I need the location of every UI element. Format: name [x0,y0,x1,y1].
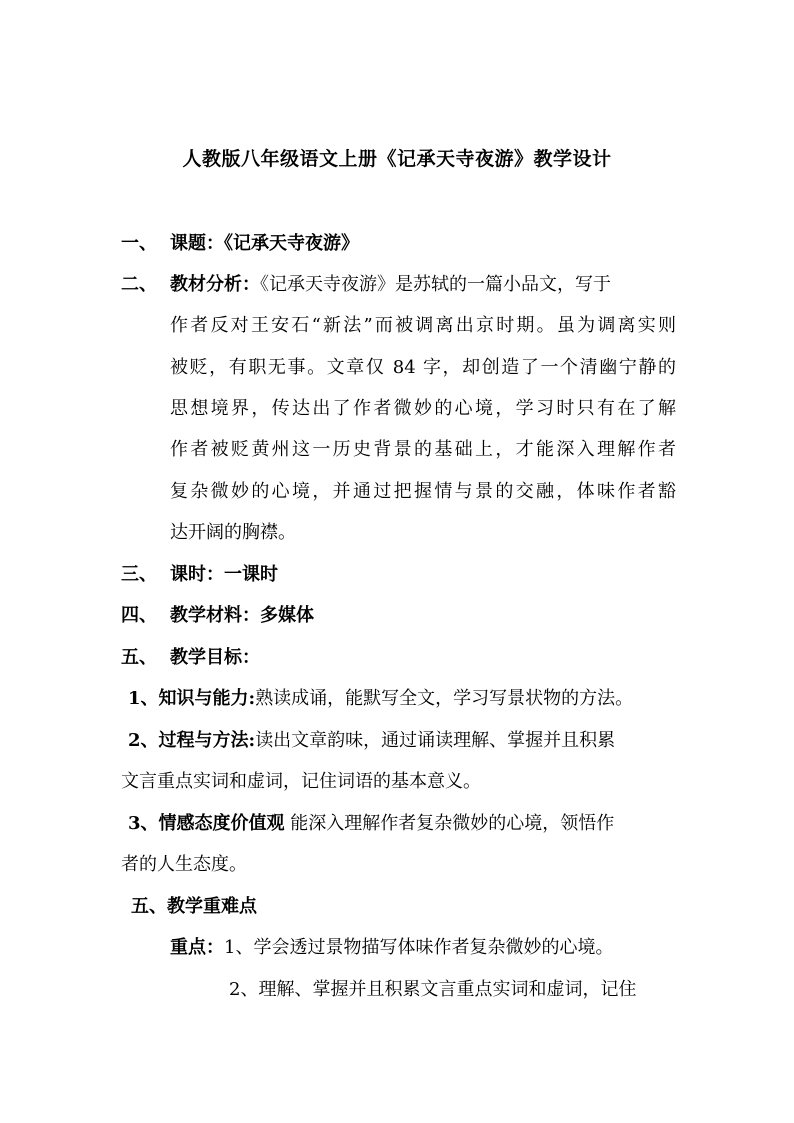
goal-2-number: 2、 [128,730,159,751]
goal-2-continuation: 文言重点实词和虚词，记住词语的基本意义。 [121,771,481,792]
section-2-line-1: 作者反对王安石“新法”而被调离出京时期。虽为调离实则 [170,315,676,336]
goal-3-label: 情感态度价值观 [158,813,285,834]
section-3-heading: 课时：一课时 [170,564,278,585]
section-1-heading: 课题：《记承天寺夜游》 [170,233,359,254]
key-point-2: 2、理解、掌握并且积累文言重点实词和虚词，记住 [229,979,637,1000]
section-2-line-3: 思想境界，传达出了作者微妙的心境，学习时只有在了解 [170,398,676,419]
goal-3-text: 能深入理解作者复杂微妙的心境，领悟作 [290,813,615,834]
key-point-1-text: 1、学会透过景物描写体味作者复杂微妙的心境。 [224,937,614,958]
section-5-heading: 教学目标： [170,647,260,668]
section-4-number: 四、 [121,605,157,626]
goal-2 [128,728,615,754]
goal-3 [128,811,614,837]
section-3-number: 三、 [121,564,157,585]
goal-1-label: 知识与能力: [158,688,256,709]
document-title: 人教版八年级语文上册《记承天寺夜游》教学设计 [182,148,612,170]
goal-2-label: 过程与方法: [158,730,256,751]
section-2-text-0: 《记承天寺夜游》是苏轼的一篇小品文，写于 [260,274,611,295]
key-point-label: 重点： [170,937,224,958]
section-2-line-4: 作者被贬黄州这一历史背景的基础上，才能深入理解作者 [170,439,676,460]
section-2-line-5: 复杂微妙的心境，并通过把握情与景的交融，体味作者豁 [170,481,676,502]
section-4-heading: 教学材料：多媒体 [170,605,314,626]
section-2-heading: 教材分析： [170,274,260,295]
goal-1 [128,686,633,712]
section-6-heading: 五、教学重难点 [131,896,257,917]
section-5-number: 五、 [121,647,157,668]
section-2-number: 二、 [121,274,157,295]
goal-1-text: 熟读成诵，能默写全文，学习写景状物的方法。 [255,688,634,709]
goal-2-text: 读出文章韵味，通过诵读理解、掌握并且积累 [255,730,616,751]
section-2-line-6: 达开阔的胸襟。 [170,522,296,543]
goal-1-number: 1、 [128,688,159,709]
goal-3-number: 3、 [128,813,159,834]
section-1-number: 一、 [121,233,157,254]
section-2-line-0 [170,272,676,298]
key-point-1 [170,935,613,961]
section-2-line-2: 被贬，有职无事。文章仅 84 字，却创造了一个清幽宁静的 [170,357,676,378]
goal-3-continuation: 者的人生态度。 [121,854,247,875]
